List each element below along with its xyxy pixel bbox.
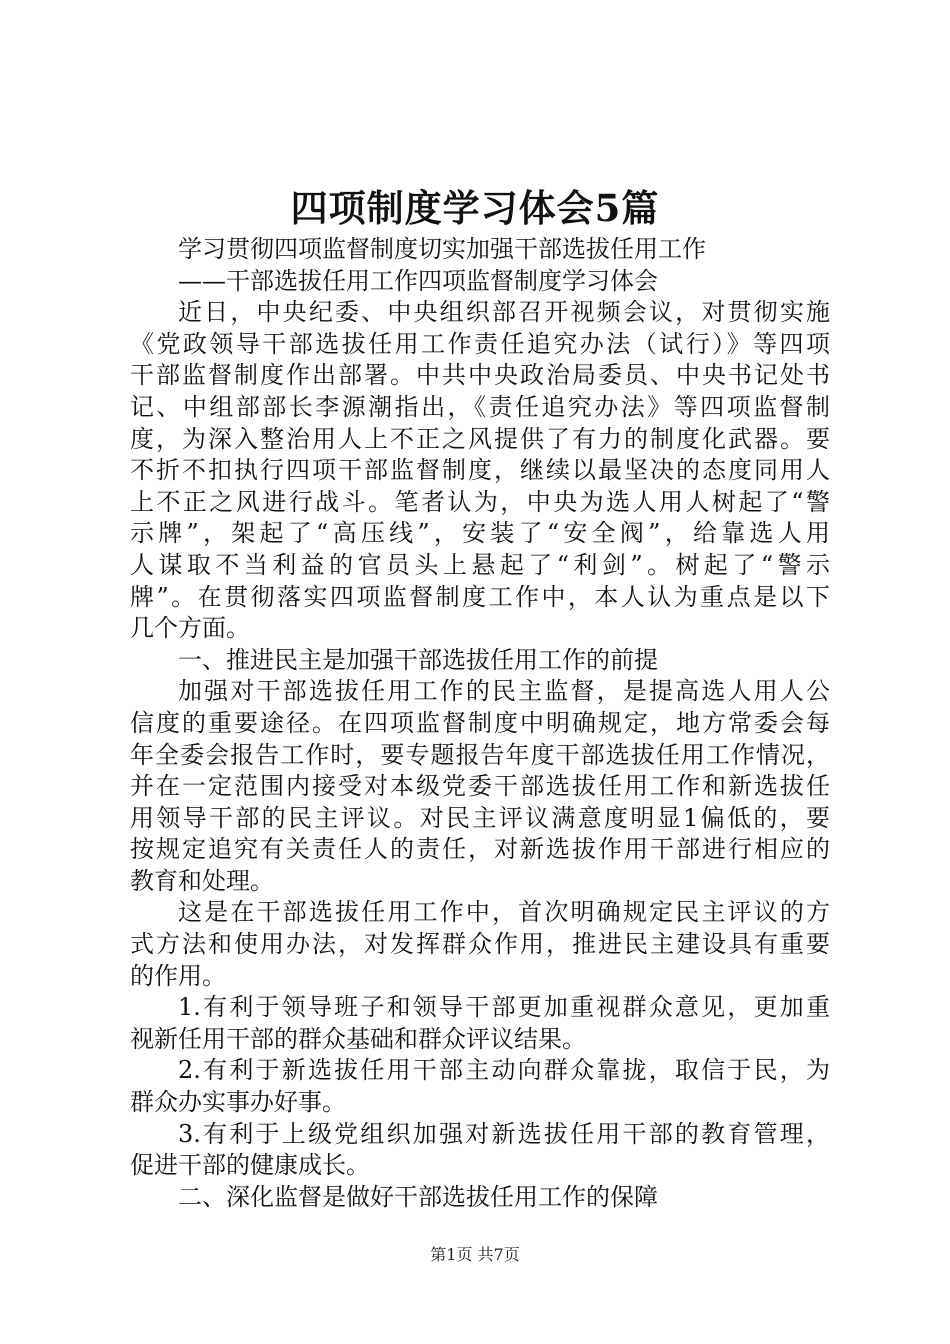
paragraph-line: 按规定追究有关责任人的责任，对新选拔作用干部进行相应的 [130, 835, 830, 864]
subtitle-line: 学习贯彻四项监督制度切实加强干部选拔任用工作 [178, 235, 706, 263]
list-item-line: 2.有利于新选拔任用干部主动向群众靠拢，取信于民，为 [178, 1056, 830, 1085]
list-item-line: 群众办实事办好事。 [130, 1088, 346, 1117]
paragraph-line: 教育和处理。 [130, 866, 274, 895]
paragraph-line: 并在一定范围内接受对本级党委干部选拔任用工作和新选拔任 [130, 772, 830, 801]
paragraph-line: 上不正之风进行战斗。笔者认为，中央为选人用人树起了“警 [130, 487, 830, 516]
subtitle-line: ——干部选拔任用工作四项监督制度学习体会 [178, 266, 658, 295]
section-heading: 一、推进民主是加强干部选拔任用工作的前提 [178, 645, 658, 674]
paragraph-line: 这是在干部选拔任用工作中，首次明确规定民主评议的方 [178, 898, 830, 927]
paragraph-line: 牌”。在贯彻落实四项监督制度工作中，本人认为重点是以下 [130, 582, 830, 611]
paragraph-line: 几个方面。 [130, 614, 250, 643]
list-item-line: 促进干部的健康成长。 [130, 1151, 370, 1180]
paragraph-line: 年全委会报告工作时，要专题报告年度干部选拔任用工作情况， [130, 740, 830, 769]
document-title: 四项制度学习体会5篇 [290, 186, 660, 230]
list-item-line: 1.有利于领导班子和领导干部更加重视群众意见，更加重 [178, 993, 830, 1022]
paragraph-line: 近日，中央纪委、中央组织部召开视频会议，对贯彻实施 [178, 298, 830, 327]
section-heading: 二、深化监督是做好干部选拔任用工作的保障 [178, 1182, 658, 1211]
paragraph-line: 不折不扣执行四项干部监督制度，继续以最坚决的态度同用人 [130, 456, 830, 485]
document-body [130, 234, 830, 1213]
list-item-line: 视新任用干部的群众基础和群众评议结果。 [130, 1024, 586, 1053]
list-item-line: 3.有利于上级党组织加强对新选拔任用干部的教育管理， [178, 1119, 830, 1148]
paragraph-line: 干部监督制度作出部署。中共中央政治局委员、中央书记处书 [130, 361, 830, 390]
paragraph-line: 人谋取不当利益的官员头上悬起了“利剑”。树起了“警示 [130, 550, 830, 579]
paragraph-line: 度，为深入整治用人上不正之风提供了有力的制度化武器。要 [130, 424, 830, 453]
paragraph-line: 信度的重要途径。在四项监督制度中明确规定，地方常委会每 [130, 708, 830, 737]
paragraph-line: 记、中组部部长李源潮指出，《责任追究办法》等四项监督制 [130, 392, 830, 421]
paragraph-line: 加强对干部选拔任用工作的民主监督，是提高选人用人公 [178, 677, 830, 706]
paragraph-line: 示牌”，架起了“高压线”，安装了“安全阀”，给靠选人用 [130, 519, 830, 548]
paragraph-line: 《党政领导干部选拔任用工作责任追究办法（试行）》等四项 [130, 329, 830, 358]
paragraph-line: 的作用。 [130, 961, 226, 990]
paragraph-line: 式方法和使用办法，对发挥群众作用，推进民主建设具有重要 [130, 930, 830, 959]
page-footer: 第1页 共7页 [430, 1245, 520, 1264]
paragraph-line: 用领导干部的民主评议。对民主评议满意度明显1偏低的，要 [130, 803, 830, 832]
